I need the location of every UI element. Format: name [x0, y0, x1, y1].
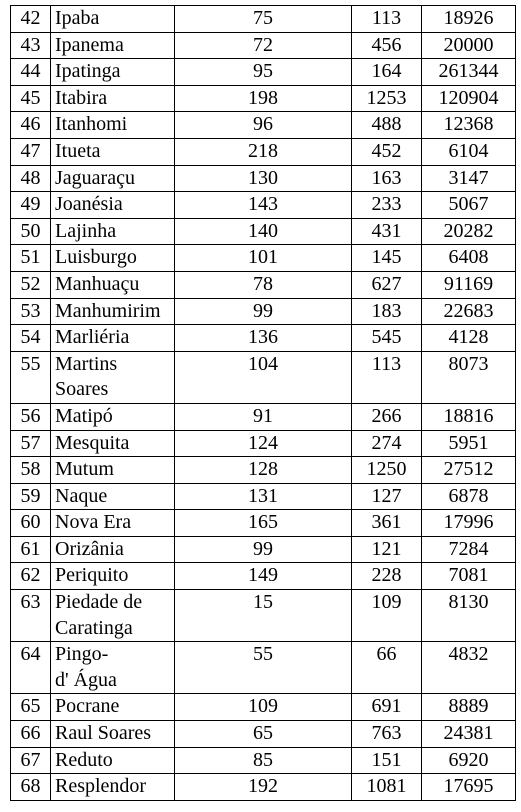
row-number-cell: 53: [11, 298, 51, 325]
table-row: [11, 192, 516, 219]
municipality-name-line: Nova Era: [55, 511, 132, 534]
municipality-name-cell: [51, 245, 175, 272]
municipality-name-line: Lajinha: [55, 219, 117, 242]
table-row: [11, 694, 516, 721]
value-cell-v1: 85: [175, 747, 352, 774]
row-number-cell: 64: [11, 642, 51, 694]
value-cell-v3: 120904: [422, 85, 516, 112]
row-number-cell: 54: [11, 325, 51, 352]
municipality-name-line: Manhumirim: [55, 299, 161, 322]
municipality-name-cell: [51, 457, 175, 484]
municipality-name-line: Mesquita: [55, 431, 130, 454]
value-cell-v3: 8130: [422, 590, 516, 642]
table-row: [11, 298, 516, 325]
municipality-name-line: Luisburgo: [55, 246, 137, 269]
municipality-name-cell: [51, 165, 175, 192]
municipality-name-line: Reduto: [55, 748, 113, 771]
municipality-name-line: Matipó: [55, 404, 113, 427]
row-number-cell: 45: [11, 85, 51, 112]
table-row: [11, 165, 516, 192]
municipality-name-cell: [51, 694, 175, 721]
municipality-name-line: Ipatinga: [55, 60, 121, 83]
value-cell-v2: 691: [352, 694, 422, 721]
municipality-name-line: Caratinga: [55, 616, 133, 639]
value-cell-v3: 27512: [422, 457, 516, 484]
municipality-name-line: Itabira: [55, 86, 108, 109]
value-cell-v3: 18816: [422, 403, 516, 430]
row-number-cell: 48: [11, 165, 51, 192]
municipality-name-line: Itueta: [55, 139, 101, 162]
value-cell-v3: 6104: [422, 138, 516, 165]
value-cell-v2: 164: [352, 59, 422, 86]
municipality-name-cell: [51, 6, 175, 33]
municipality-name-cell: [51, 59, 175, 86]
row-number-cell: 66: [11, 721, 51, 748]
value-cell-v1: 128: [175, 457, 352, 484]
value-cell-v3: 17695: [422, 774, 516, 801]
value-cell-v2: 121: [352, 536, 422, 563]
row-number-cell: 59: [11, 483, 51, 510]
value-cell-v3: 91169: [422, 271, 516, 298]
table-row: [11, 271, 516, 298]
municipality-name-cell: [51, 192, 175, 219]
row-number-cell: 50: [11, 218, 51, 245]
row-number-cell: 56: [11, 403, 51, 430]
municipality-name-cell: [51, 112, 175, 139]
municipality-name-cell: [51, 218, 175, 245]
value-cell-v2: 183: [352, 298, 422, 325]
row-number-cell: 65: [11, 694, 51, 721]
value-cell-v2: 456: [352, 32, 422, 59]
value-cell-v1: 104: [175, 351, 352, 403]
value-cell-v2: 274: [352, 430, 422, 457]
value-cell-v1: 99: [175, 298, 352, 325]
table-row: [11, 325, 516, 352]
municipality-name-cell: [51, 271, 175, 298]
row-number-cell: 58: [11, 457, 51, 484]
row-number-cell: 67: [11, 747, 51, 774]
municipality-name-line: Piedade de: [55, 591, 143, 614]
value-cell-v1: 136: [175, 325, 352, 352]
value-cell-v1: 218: [175, 138, 352, 165]
table-row: [11, 59, 516, 86]
table-row: [11, 510, 516, 537]
municipality-name-cell: [51, 642, 175, 694]
municipality-name-line: Joanésia: [55, 193, 123, 216]
value-cell-v3: 18926: [422, 6, 516, 33]
row-number-cell: 60: [11, 510, 51, 537]
table-row: [11, 245, 516, 272]
table-row: [11, 774, 516, 801]
value-cell-v1: 15: [175, 590, 352, 642]
municipality-name-line: Martins: [55, 352, 118, 375]
row-number-cell: 57: [11, 430, 51, 457]
value-cell-v3: 24381: [422, 721, 516, 748]
table-row: [11, 563, 516, 590]
municipality-name-line: Resplendor: [55, 775, 147, 798]
value-cell-v3: 8073: [422, 351, 516, 403]
value-cell-v2: 488: [352, 112, 422, 139]
value-cell-v1: 165: [175, 510, 352, 537]
municipality-name-cell: [51, 510, 175, 537]
row-number-cell: 68: [11, 774, 51, 801]
municipality-name-line: Pocrane: [55, 695, 120, 718]
municipality-name-line: Ipaba: [55, 7, 100, 29]
row-number-cell: 49: [11, 192, 51, 219]
municipality-name-line: Manhuaçu: [55, 272, 140, 295]
row-number-cell: 42: [11, 6, 51, 33]
value-cell-v3: 3147: [422, 165, 516, 192]
table-row: [11, 85, 516, 112]
row-number-cell: 52: [11, 271, 51, 298]
value-cell-v1: 149: [175, 563, 352, 590]
municipality-name-line: Mutum: [55, 458, 114, 481]
municipality-name-cell: [51, 351, 175, 403]
value-cell-v3: 4128: [422, 325, 516, 352]
value-cell-v2: 113: [352, 351, 422, 403]
municipality-name-cell: [51, 590, 175, 642]
table-row: [11, 6, 516, 33]
row-number-cell: 46: [11, 112, 51, 139]
value-cell-v3: 20000: [422, 32, 516, 59]
municipality-name-cell: [51, 138, 175, 165]
value-cell-v1: 198: [175, 85, 352, 112]
row-number-cell: 47: [11, 138, 51, 165]
municipality-name-cell: [51, 721, 175, 748]
table-row: [11, 747, 516, 774]
table-row: [11, 590, 516, 642]
municipality-name-cell: [51, 747, 175, 774]
table-row: [11, 430, 516, 457]
value-cell-v3: 5067: [422, 192, 516, 219]
municipality-table: [10, 5, 516, 801]
value-cell-v2: 109: [352, 590, 422, 642]
value-cell-v2: 66: [352, 642, 422, 694]
row-number-cell: 63: [11, 590, 51, 642]
row-number-cell: 62: [11, 563, 51, 590]
value-cell-v1: 96: [175, 112, 352, 139]
table-row: [11, 32, 516, 59]
value-cell-v3: 261344: [422, 59, 516, 86]
value-cell-v2: 431: [352, 218, 422, 245]
value-cell-v3: 7081: [422, 563, 516, 590]
value-cell-v3: 5951: [422, 430, 516, 457]
value-cell-v3: 17996: [422, 510, 516, 537]
value-cell-v1: 143: [175, 192, 352, 219]
municipality-name-line: Jaguaraçu: [55, 166, 135, 189]
row-number-cell: 61: [11, 536, 51, 563]
municipality-name-line: Orizânia: [55, 537, 124, 560]
value-cell-v2: 763: [352, 721, 422, 748]
value-cell-v2: 151: [352, 747, 422, 774]
value-cell-v3: 6878: [422, 483, 516, 510]
municipality-name-cell: [51, 32, 175, 59]
municipality-name-cell: [51, 85, 175, 112]
municipality-name-cell: [51, 563, 175, 590]
value-cell-v2: 266: [352, 403, 422, 430]
value-cell-v1: 78: [175, 271, 352, 298]
value-cell-v2: 361: [352, 510, 422, 537]
row-number-cell: 44: [11, 59, 51, 86]
value-cell-v2: 228: [352, 563, 422, 590]
value-cell-v3: 6920: [422, 747, 516, 774]
table-body: [11, 6, 516, 801]
value-cell-v1: 91: [175, 403, 352, 430]
value-cell-v2: 1081: [352, 774, 422, 801]
value-cell-v2: 545: [352, 325, 422, 352]
value-cell-v3: 7284: [422, 536, 516, 563]
table-row: [11, 457, 516, 484]
municipality-name-line: Soares: [55, 378, 109, 401]
value-cell-v1: 130: [175, 165, 352, 192]
value-cell-v1: 140: [175, 218, 352, 245]
row-number-cell: 43: [11, 32, 51, 59]
value-cell-v1: 101: [175, 245, 352, 272]
municipality-name-line: Pingo-: [55, 643, 109, 666]
value-cell-v3: 12368: [422, 112, 516, 139]
municipality-name-cell: [51, 483, 175, 510]
value-cell-v1: 192: [175, 774, 352, 801]
value-cell-v2: 452: [352, 138, 422, 165]
value-cell-v1: 72: [175, 32, 352, 59]
municipality-name-cell: [51, 774, 175, 801]
value-cell-v2: 627: [352, 271, 422, 298]
value-cell-v2: 1253: [352, 85, 422, 112]
value-cell-v3: 8889: [422, 694, 516, 721]
municipality-name-cell: [51, 430, 175, 457]
municipality-name-line: Ipanema: [55, 33, 124, 56]
value-cell-v2: 145: [352, 245, 422, 272]
municipality-name-line: Raul Soares: [55, 722, 152, 745]
value-cell-v3: 4832: [422, 642, 516, 694]
table-row: [11, 721, 516, 748]
row-number-cell: 51: [11, 245, 51, 272]
value-cell-v1: 95: [175, 59, 352, 86]
municipality-name-cell: [51, 536, 175, 563]
value-cell-v3: 6408: [422, 245, 516, 272]
value-cell-v2: 127: [352, 483, 422, 510]
value-cell-v1: 99: [175, 536, 352, 563]
table-row: [11, 218, 516, 245]
table-row: [11, 403, 516, 430]
value-cell-v2: 113: [352, 6, 422, 33]
table-row: [11, 351, 516, 403]
value-cell-v1: 124: [175, 430, 352, 457]
municipality-name-cell: [51, 403, 175, 430]
row-number-cell: 55: [11, 351, 51, 403]
municipality-name-line: Naque: [55, 484, 108, 507]
municipality-name-cell: [51, 298, 175, 325]
value-cell-v1: 131: [175, 483, 352, 510]
table-row: [11, 536, 516, 563]
value-cell-v1: 65: [175, 721, 352, 748]
table-row: [11, 138, 516, 165]
value-cell-v2: 163: [352, 165, 422, 192]
municipality-name-line: Periquito: [55, 564, 129, 587]
value-cell-v3: 22683: [422, 298, 516, 325]
municipality-name-line: Marliéria: [55, 326, 130, 349]
table-row: [11, 642, 516, 694]
table-row: [11, 483, 516, 510]
municipality-name-cell: [51, 325, 175, 352]
value-cell-v3: 20282: [422, 218, 516, 245]
municipality-name-line: d' Água: [55, 668, 117, 691]
value-cell-v2: 1250: [352, 457, 422, 484]
value-cell-v1: 55: [175, 642, 352, 694]
value-cell-v1: 75: [175, 6, 352, 33]
table-row: [11, 112, 516, 139]
value-cell-v1: 109: [175, 694, 352, 721]
value-cell-v2: 233: [352, 192, 422, 219]
municipality-name-line: Itanhomi: [55, 113, 128, 136]
